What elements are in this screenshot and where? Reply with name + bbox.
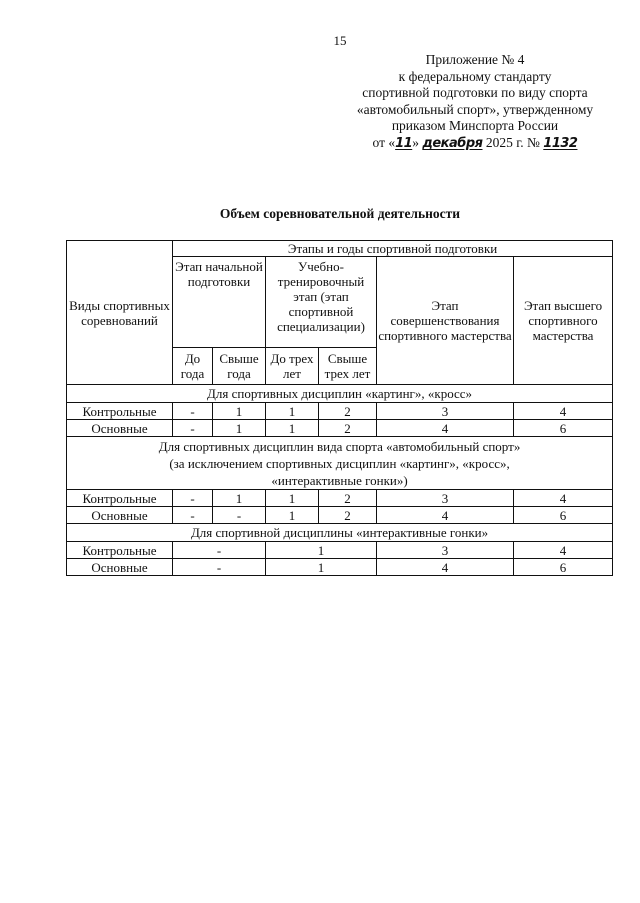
header-sub-to-three-years: До трех лет xyxy=(266,348,319,385)
table-row xyxy=(67,403,613,420)
table-cell: 4 xyxy=(514,490,613,507)
section-motorsport-general xyxy=(67,437,613,490)
table-cell: 1 xyxy=(266,542,377,559)
table-cell: - xyxy=(173,420,213,437)
table-cell: 1 xyxy=(213,420,266,437)
row-label: Контрольные xyxy=(67,403,173,420)
competition-volume-table xyxy=(66,240,613,576)
table-cell: 2 xyxy=(319,490,377,507)
table-row xyxy=(67,507,613,524)
appendix-block xyxy=(330,52,620,152)
page-number: 15 xyxy=(333,33,347,48)
table-cell: 6 xyxy=(514,507,613,524)
header-stage-improvement: Этап совершенствования спортивного мастерства xyxy=(377,257,514,385)
table-cell: 1 xyxy=(213,490,266,507)
table-cell: 2 xyxy=(319,403,377,420)
table-cell: 1 xyxy=(266,559,377,576)
row-label: Основные xyxy=(67,420,173,437)
row-label: Основные xyxy=(67,507,173,524)
header-stages-years: Этапы и годы спортивной подготовки xyxy=(173,241,613,257)
table-row xyxy=(67,559,613,576)
table-cell: 4 xyxy=(377,559,514,576)
table-cell: 6 xyxy=(514,559,613,576)
order-day-handwritten: 11 xyxy=(395,135,413,151)
table-row xyxy=(67,490,613,507)
order-number-handwritten: 1132 xyxy=(543,135,578,151)
header-competition-types: Виды спортивных соревнований xyxy=(67,241,173,385)
section2-line-2: (за исключением спортивных дисциплин «картинг», «кросс», xyxy=(169,455,510,471)
appendix-line-2: к федеральному стандарту xyxy=(398,68,552,84)
table-cell: 1 xyxy=(266,403,319,420)
table-cell: - xyxy=(173,542,266,559)
table-cell: 6 xyxy=(514,420,613,437)
table-cell: 4 xyxy=(514,403,613,420)
table-cell: - xyxy=(173,490,213,507)
section2-line-3: «интерактивные гонки») xyxy=(271,472,408,488)
header-sub-over-year: Свыше года xyxy=(213,348,266,385)
section-interactive-racing: Для спортивной дисциплины «интерактивные гонки» xyxy=(67,524,613,542)
order-month-handwritten: декабря xyxy=(422,135,483,151)
order-year: 2025 г. № xyxy=(485,134,540,150)
table-cell: - xyxy=(173,559,266,576)
header-stage-initial: Этап начальной подготовки xyxy=(173,257,266,348)
table-cell: 3 xyxy=(377,490,514,507)
table-cell: 3 xyxy=(377,542,514,559)
appendix-line-5: приказом Минспорта России xyxy=(391,118,559,133)
table-row xyxy=(67,542,613,559)
table-cell: - xyxy=(213,507,266,524)
header-sub-to-year: До года xyxy=(173,348,213,385)
row-label: Основные xyxy=(67,559,173,576)
order-date-line xyxy=(330,135,620,153)
header-sub-over-three-years: Свыше трех лет xyxy=(319,348,377,385)
table-row xyxy=(67,420,613,437)
table-cell: 4 xyxy=(377,420,514,437)
appendix-line-3: спортивной подготовки по виду спорта xyxy=(362,85,588,100)
table-cell: 2 xyxy=(319,420,377,437)
header-stage-training: Учебно-тренировочный этап (этап спортивной специализации) xyxy=(266,257,377,348)
table-cell: 1 xyxy=(266,420,319,437)
section2-line-1: Для спортивных дисциплин вида спорта «автомобильный спорт» xyxy=(158,438,521,454)
section-karting-cross: Для спортивных дисциплин «картинг», «кросс» xyxy=(67,385,613,403)
table-cell: 4 xyxy=(377,507,514,524)
table-cell: - xyxy=(173,507,213,524)
table-cell: 3 xyxy=(377,403,514,420)
document-title: Объем соревновательной деятельности xyxy=(219,206,461,221)
order-quote-close: » xyxy=(412,134,419,150)
header-stage-higher: Этап высшего спортивного мастерства xyxy=(514,257,613,385)
table-cell: 1 xyxy=(266,490,319,507)
order-date-prefix: от « xyxy=(372,134,396,150)
row-label: Контрольные xyxy=(67,490,173,507)
table-cell: - xyxy=(173,403,213,420)
table-cell: 2 xyxy=(319,507,377,524)
table-cell: 1 xyxy=(213,403,266,420)
table-cell: 4 xyxy=(514,542,613,559)
appendix-line-1: Приложение № 4 xyxy=(425,52,525,67)
appendix-line-4: «автомобильный спорт», утвержденному xyxy=(356,101,594,117)
table-cell: 1 xyxy=(266,507,319,524)
row-label: Контрольные xyxy=(67,542,173,559)
